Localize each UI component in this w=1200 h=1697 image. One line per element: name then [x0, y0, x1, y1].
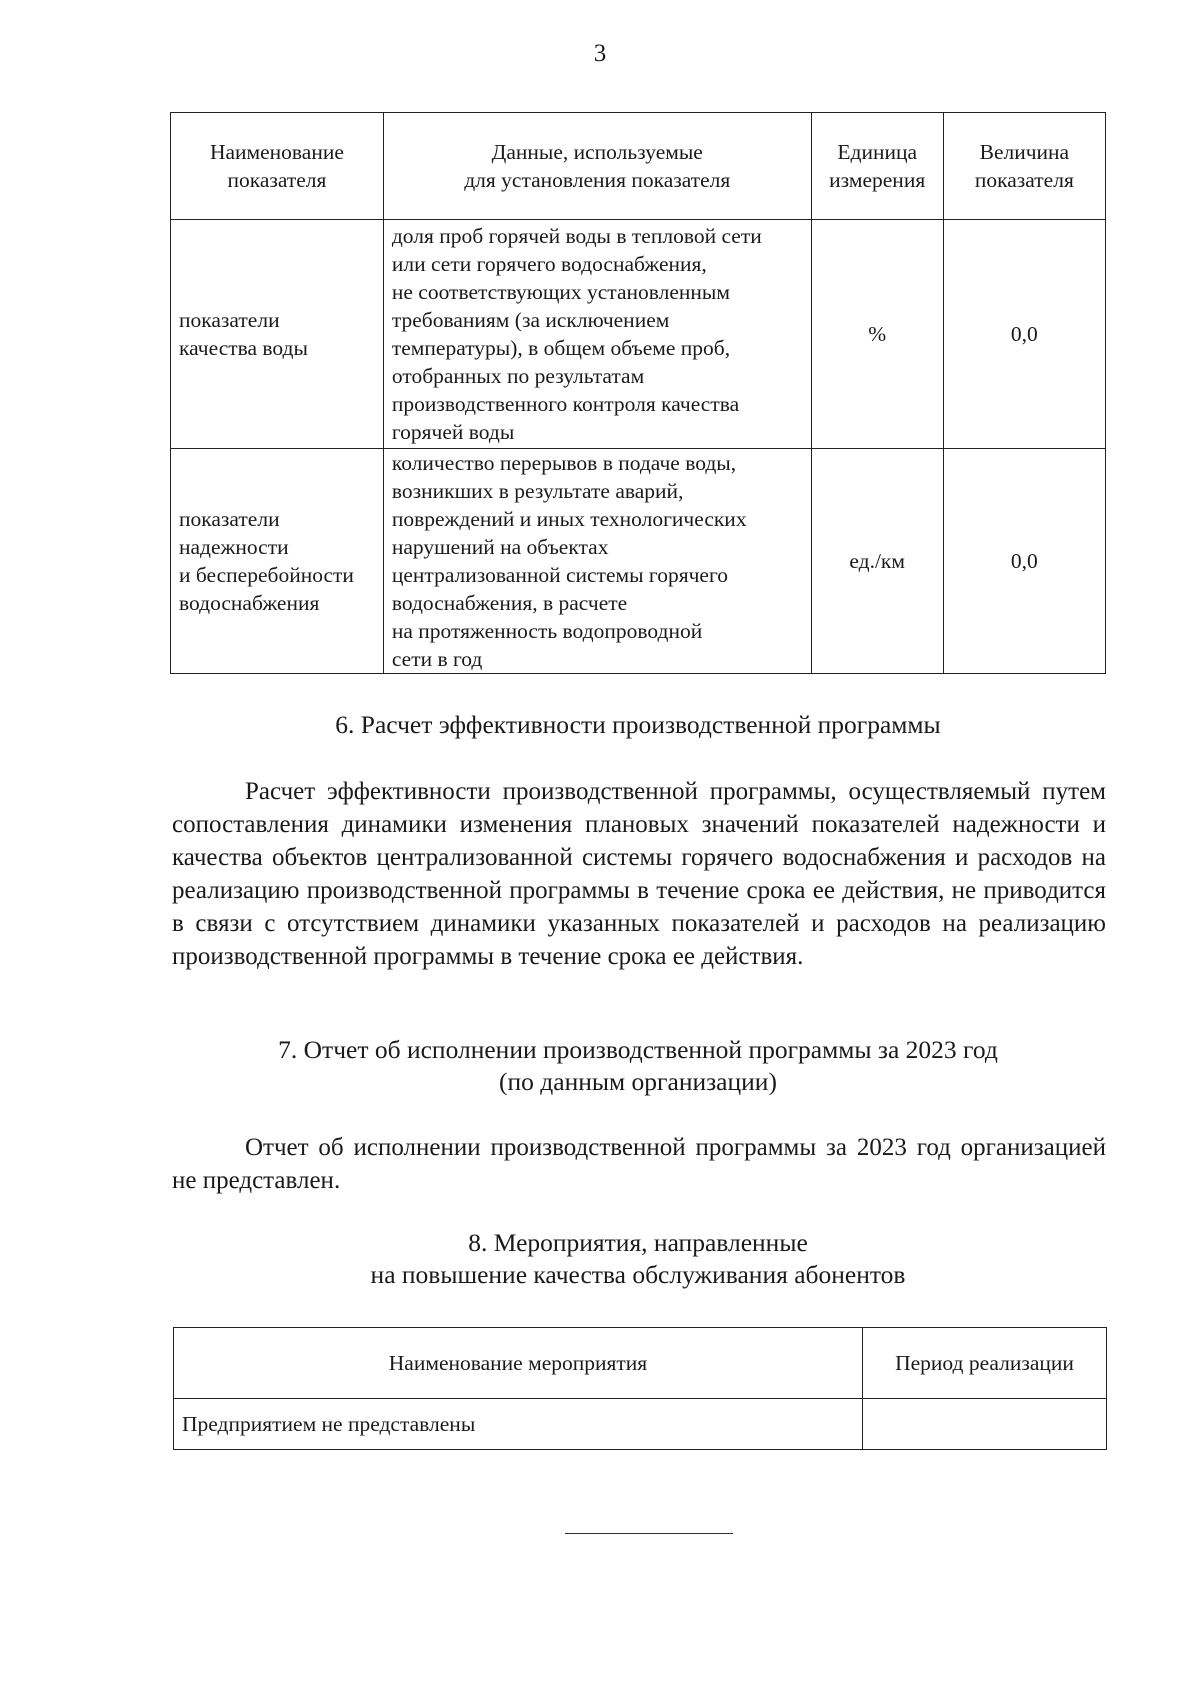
header-value: Величина показателя	[943, 113, 1105, 220]
table-row	[174, 1399, 1107, 1450]
indicator-name-cell: показатели надежности и бесперебойности водоснабжения	[171, 449, 384, 674]
header-indicator-name: Наименование показателя	[171, 113, 384, 220]
table-row	[171, 220, 1106, 449]
indicators-table-header	[171, 113, 1106, 220]
measure-name-cell: Предприятием не представлены	[174, 1399, 863, 1450]
measures-table-header	[174, 1328, 1107, 1399]
indicator-unit-cell: %	[811, 220, 943, 449]
indicators-table	[170, 112, 1106, 674]
section-6-title: 6. Расчет эффективности производственной программы	[335, 710, 941, 739]
section-7-title: 7. Отчет об исполнении производственной программы за 2023 год (по данным организации)	[278, 1035, 998, 1096]
header-unit: Единица измерения	[811, 113, 943, 220]
indicator-name-cell: показатели качества воды	[171, 220, 384, 449]
indicator-unit-cell: ед./км	[811, 449, 943, 674]
end-divider	[565, 1533, 733, 1534]
indicator-data-cell: доля проб горячей воды в тепловой сети или сети горячего водоснабжения, не соответствующих установленным требованиям (за исключением температуры), в общем объеме проб, отобранных по результатам производственного контроля качества горячей воды	[383, 220, 811, 449]
measures-table	[173, 1327, 1107, 1450]
table-row	[171, 449, 1106, 674]
header-indicator-data: Данные, используемые для установления показателя	[383, 113, 811, 220]
measure-period-cell	[863, 1399, 1107, 1450]
indicator-data-cell: количество перерывов в подаче воды, возникших в результате аварий, повреждений и иных технологических нарушений на объектах централизованной системы горячего водоснабжения, в расчете на протяженность водопроводной сети в год	[383, 449, 811, 674]
section-6-text: Расчет эффективности производственной программы, осуществляемый путем сопоставления динамики изменения плановых значений показателей надежности и качества объектов централизованной системы горячего водоснабжения и расходов на реализацию производственной программы в течение срока ее действия, не приводится в связи с отсутствием динамики указанных показателей и расходов на реализацию производственной программы в течение срока ее действия.	[172, 778, 1106, 970]
section-7-text: Отчет об исполнении производственной программы за 2023 год организацией не представлен.	[172, 1134, 1106, 1194]
indicator-value-cell: 0,0	[943, 220, 1105, 449]
page-number: 3	[593, 40, 607, 67]
header-implementation-period: Период реализации	[863, 1328, 1107, 1399]
header-measure-name: Наименование мероприятия	[174, 1328, 863, 1399]
indicator-value-cell: 0,0	[943, 449, 1105, 674]
section-8-title: 8. Мероприятия, направленные на повышение качества обслуживания абонентов	[370, 1228, 906, 1289]
